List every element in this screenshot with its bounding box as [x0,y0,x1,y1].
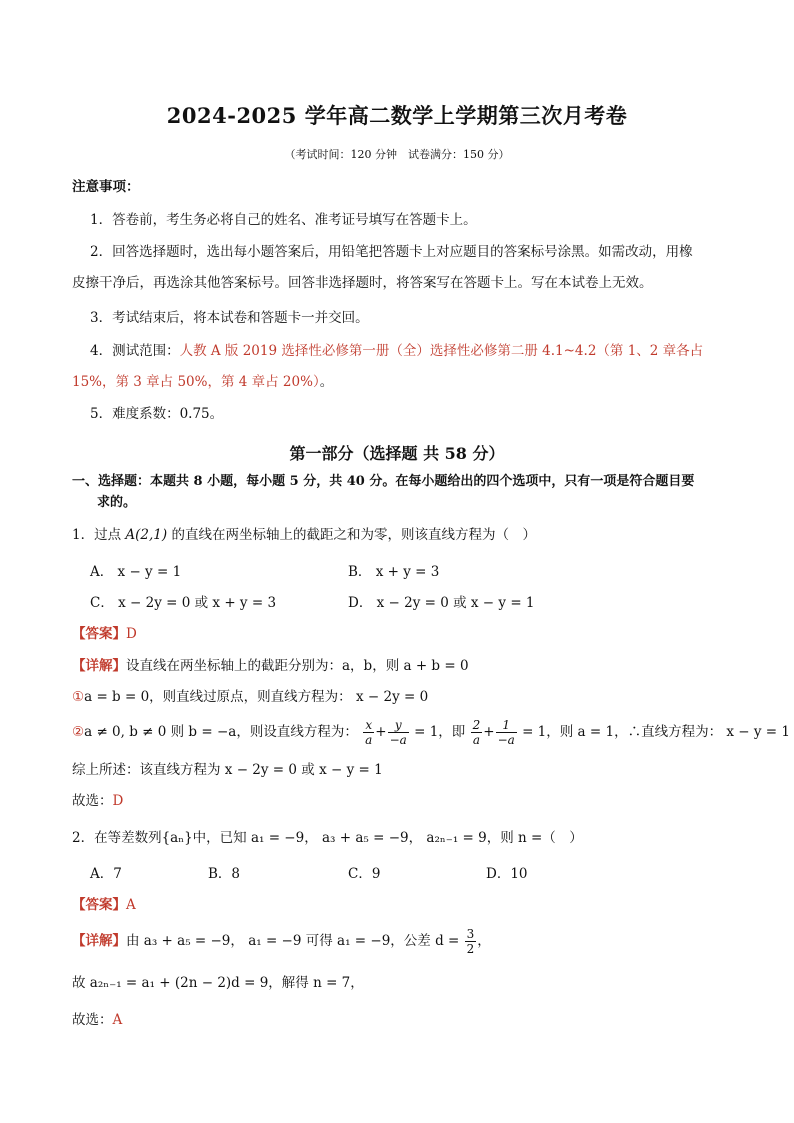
page-title: 2024-2025 学年高二数学上学期第三次月考卷 [166,103,628,128]
q2-detail-end: ， [477,933,491,949]
q2-answer-label: 【答案】 [72,897,126,913]
q1-answer [72,625,137,643]
q1-answer-value: D [126,626,137,642]
q2-option-c: C．9 [348,866,381,882]
note-2-line1: 2．回答选择题时，选出每小题答案后，用铅笔把答题卡上对应题目的答案标号涂黑。如需改动，用橡 [90,244,693,260]
note-1: 1．答卷前，考生务必将自己的姓名、准考证号填写在答题卡上。 [90,212,477,228]
note-2-line2: 皮擦干净后，再选涂其他答案标号。回答非选择题时，将答案写在答题卡上。写在本试卷上无效。 [72,275,653,291]
q2-option-a: A．7 [90,866,122,882]
q1-option-c: C． x − 2y = 0 或 x + y = 3 [90,595,277,611]
q1-plus-2: + [483,724,495,740]
q1-choose-value: D [112,793,124,809]
note-4-suffix: 。 [319,374,334,390]
q1-case-1-mark: ① [72,689,85,705]
q1-plus: + [375,724,387,740]
note-3: 3．考试结束后，将本试卷和答题卡一并交回。 [90,310,369,326]
q1-frac-2-over-a: $\frac{2}{a}$ [472,718,481,747]
q1-frac-1-over-neg-a: $\frac{1}{-a}$ [497,718,515,747]
q1-case-2-text-a: a ≠ 0, b ≠ 0 则 b = −a，则设直线方程为： [84,724,358,740]
q2-frac-3-over-2: $\frac{3}{2}$ [466,927,475,956]
q1-answer-label: 【答案】 [72,626,126,642]
q2-stem: 2．在等差数列{aₙ}中，已知 a₁ = −9， a₃ + a₅ = −9， a₂ₙ₋₁ = 9，则 n =（ ） [72,830,583,846]
q1-case-2-text-b: = 1，即 [414,724,466,740]
q1-summary: 综上所述：该直线方程为 x − 2y = 0 或 x − y = 1 [72,762,383,778]
note-4-scope-cont: 15%，第 3 章占 50%，第 4 章占 20%） [72,374,320,390]
q1-detail-text: 设直线在两坐标轴上的截距分别为：a，b，则 a + b = 0 [126,658,469,674]
q1-case-1 [72,688,428,706]
q1-case-1-text: a = b = 0，则直线过原点，则直线方程为： x − 2y = 0 [84,689,429,705]
notes-heading: 注意事项： [72,179,140,195]
q1-case-2-text-c: = 1，则 a = 1，∴直线方程为： x − y = 1 [522,724,791,740]
q1-stem-start: 1．过点 [72,527,126,543]
q1-choose [72,792,123,810]
q2-choose-value: A [112,1012,123,1028]
q1-case-2 [72,716,790,748]
q2-answer [72,896,136,914]
note-4-scope: 人教 A 版 2019 选择性必修第一册（全）选择性必修第二册 4.1~4.2（第 1、2 章各占 [179,343,704,359]
q1-option-d: D． x − 2y = 0 或 x − y = 1 [348,595,535,611]
q1-case-2-mark: ② [72,724,85,740]
q2-answer-value: A [126,897,136,913]
q2-choose-label: 故选： [72,1012,113,1028]
q2-detail-text: 由 a₃ + a₅ = −9， a₁ = −9 可得 a₁ = −9，公差 d = [126,933,460,949]
q1-detail-label: 【详解】 [72,658,126,674]
q2-choose [72,1011,122,1029]
instructions-line2: 求的。 [97,495,137,510]
note-5: 5．难度系数：0.75。 [90,406,224,422]
q1-option-a: A． x − y = 1 [90,564,182,580]
q1-choose-label: 故选： [72,793,113,809]
instructions-line1: 一、选择题：本题共 8 小题，每小题 5 分，共 40 分。在每小题给出的四个选项中，只有一项是符合题目要 [72,474,695,489]
page-subtitle: （考试时间：120 分钟 试卷满分：150 分） [284,148,510,161]
q2-detail-label: 【详解】 [72,933,126,949]
q2-option-d: D．10 [486,866,528,882]
note-4-prefix: 4．测试范围： [90,343,180,359]
q1-stem-end: 的直线在两坐标轴上的截距之和为零，则该直线方程为（ ） [167,527,536,543]
q1-stem [72,526,536,544]
q1-point: A(2,1) [125,527,168,543]
q2-detail [72,925,491,957]
q2-detail-2: 故 a₂ₙ₋₁ = a₁ + (2n − 2)d = 9，解得 n = 7， [72,975,364,991]
q2-option-b: B．8 [208,866,241,882]
q1-option-b: B． x + y = 3 [348,564,440,580]
q1-detail [72,657,469,675]
section-title: 第一部分（选择题 共 58 分） [289,444,505,463]
note-4-line1 [90,342,703,360]
q1-frac-y-over-neg-a: $\frac{y}{-a}$ [389,718,407,747]
q1-frac-x-over-a: $\frac{x}{a}$ [365,718,373,747]
note-4-line2 [72,373,333,391]
